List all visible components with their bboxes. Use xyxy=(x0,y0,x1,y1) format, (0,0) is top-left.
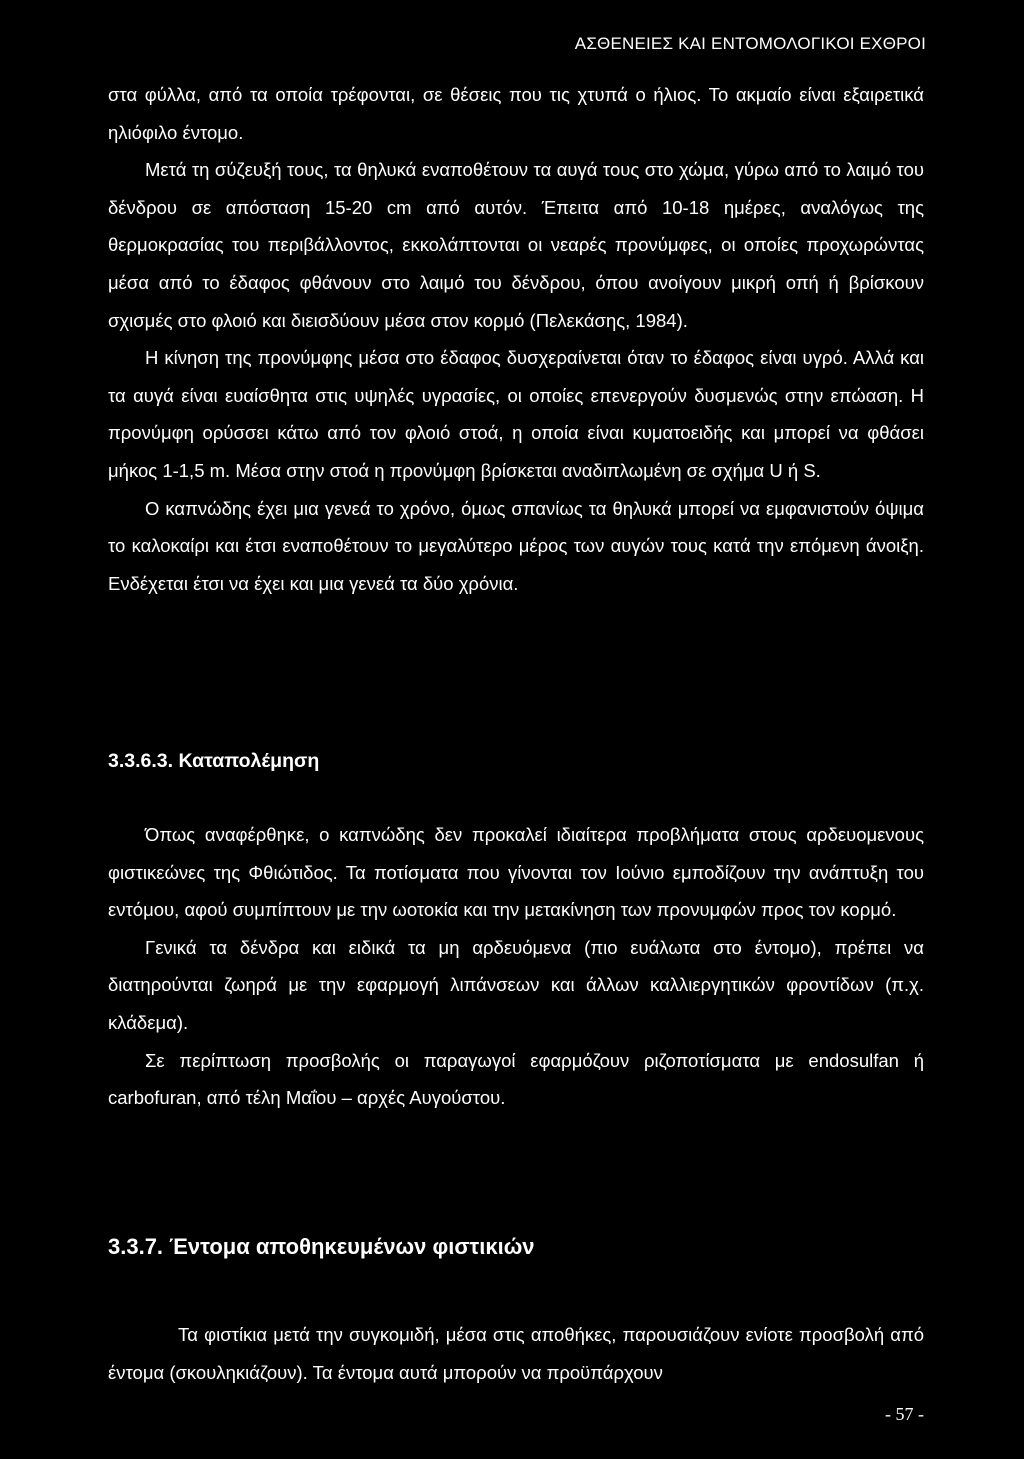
section-heading-stored-pistachio-insects: 3.3.7. Έντομα αποθηκευμένων φιστικιών xyxy=(108,1234,535,1259)
page-number: - 57 - xyxy=(885,1404,924,1424)
paragraph: Ο καπνώδης έχει μια γενεά το χρόνο, όμως σπανίως τα θηλυκά μπορεί να εμφανιστούν όψιμα το καλοκαίρι και έτσι εναποθέτουν το μεγαλύτερο μέρος των αυγών τους κατά την επόμενη άνοιξη. Ενδέχεται έτσι να έχει και μια γενεά τα δύο χρόνια. xyxy=(108,497,924,594)
section-body-1 xyxy=(108,76,924,602)
running-header: ΑΣΘΕΝΕΙΕΣ ΚΑΙ ΕΝΤΟΜΟΛΟΓΙΚΟΙ ΕΧΘΡΟΙ xyxy=(574,34,926,53)
paragraph: Τα φιστίκια μετά την συγκομιδή, μέσα στις αποθήκες, παρουσιάζουν ενίοτε προσβολή από έντομα (σκουληκιάζουν). Τα έντομα αυτά μπορούν να προϋπάρχουν xyxy=(108,1324,924,1383)
paragraph: στα φύλλα, από τα οποία τρέφονται, σε θέσεις που τις χτυπά ο ήλιος. Το ακμαίο είναι εξαιρετικά ηλιόφιλο έντομο. xyxy=(108,84,924,143)
paragraph: Σε περίπτωση προσβολής οι παραγωγοί εφαρμόζουν ριζοποτίσματα με endosulfan ή carbofuran, από τέλη Μαΐου – αρχές Αυγούστου. xyxy=(108,1049,924,1109)
paragraph: Η κίνηση της προνύμφης μέσα στο έδαφος δυσχεραίνεται όταν το έδαφος είναι υγρό. Αλλά και τα αυγά είναι ευαίσθητα στις υψηλές υγρασίες, οι οποίες επενεργούν δυσμενώς στην επώαση. Η προνύμφη ορύσσει κάτω από τον φλοιό στοά, η οποία είναι κυματοειδής και μπορεί να φθάσει μήκος 1-1,5 m. Μέσα στην στοά η προνύμφη βρίσκεται αναδιπλωμένη σε σχήμα U ή S. xyxy=(108,347,924,481)
paragraph: Όπως αναφέρθηκε, ο καπνώδης δεν προκαλεί ιδιαίτερα προβλήματα στους αρδευομενους φιστικεώνες της Φθιώτιδος. Τα ποτίσματα που γίνονται τον Ιούνιο εμποδίζουν την ανάπτυξη του εντόμου, αφού συμπίπτουν με την ωοτοκία και την μετακίνηση των προνυμφών προς τον κορμό. xyxy=(108,824,924,921)
section-body-2 xyxy=(108,816,924,1117)
section-heading-control: 3.3.6.3. Καταπολέμηση xyxy=(108,750,320,772)
paragraph: Μετά τη σύζευξή τους, τα θηλυκά εναποθέτουν τα αυγά τους στο χώμα, γύρω από το λαιμό του δένδρου σε απόσταση 15-20 cm από αυτόν. Έπειτα από 10-18 ημέρες, αναλόγως της θερμοκρασίας του περιβάλλοντος, εκκολάπτονται οι νεαρές προνύμφες, οι οποίες προχωρώντας μέσα από το έδαφος φθάνουν στο λαιμό του δένδρου, όπου ανοίγουν μικρή οπή ή βρίσκουν σχισμές στο φλοιό και διεισδύουν μέσα στον κορμό (Πελεκάσης, 1984). xyxy=(108,159,924,331)
paragraph: Γενικά τα δένδρα και ειδικά τα μη αρδευόμενα (πιο ευάλωτα στο έντομο), πρέπει να διατηρούνται ζωηρά με την εφαρμογή λιπάνσεων και άλλων καλλιεργητικών φροντίδων (π.χ. κλάδεμα). xyxy=(108,936,924,1033)
section-body-3 xyxy=(108,1316,924,1391)
